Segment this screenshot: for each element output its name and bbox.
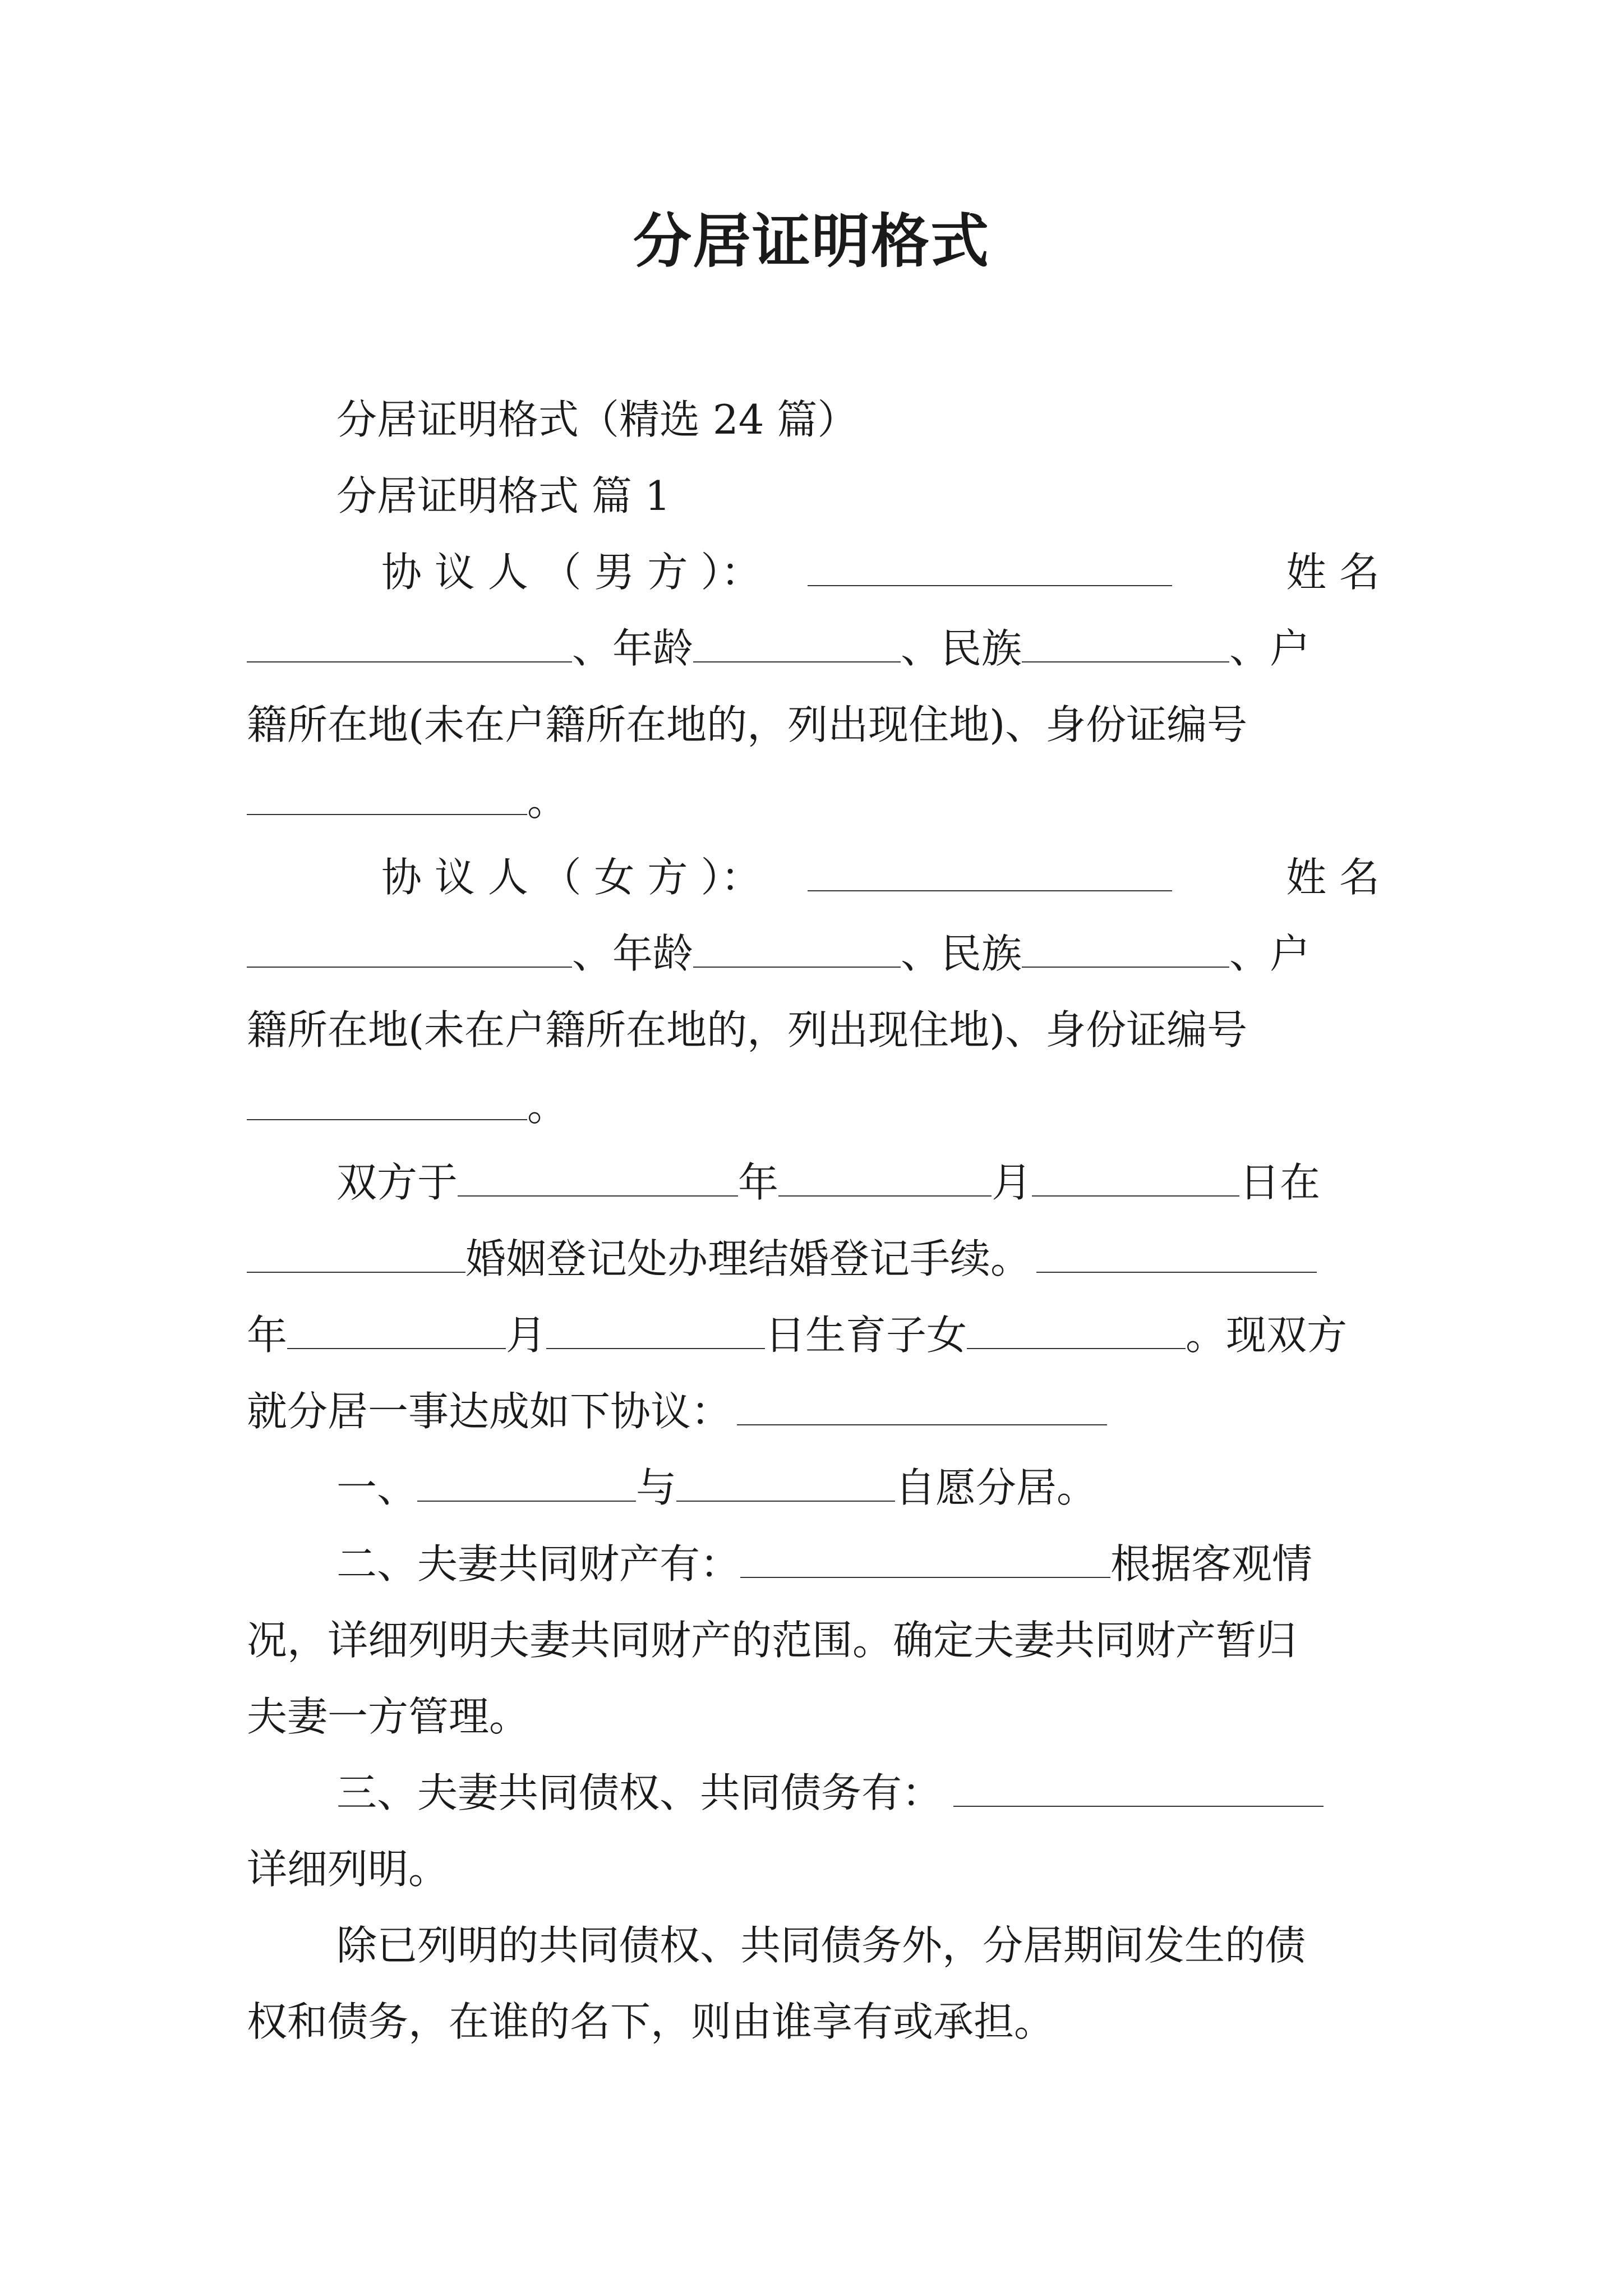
male-ethnicity-label: 、民族 xyxy=(901,625,1022,672)
birth-month-blank[interactable] xyxy=(287,1309,506,1349)
agreement-blank[interactable] xyxy=(737,1385,1107,1425)
male-party-blank[interactable] xyxy=(808,546,1172,586)
other-line-1: 除已列明的共同债权、共同债务外，分居期间发生的债 xyxy=(336,1922,1306,1969)
clause-2-line-1 xyxy=(247,1526,1380,1602)
male-id-line xyxy=(247,763,1380,839)
male-hukou-label: 、户 xyxy=(1229,625,1311,672)
clause-2-line-3: 夫妻一方管理。 xyxy=(247,1693,530,1740)
marriage-line-2 xyxy=(247,1221,1380,1297)
female-id-end: 。 xyxy=(527,1083,568,1130)
female-id-blank[interactable] xyxy=(247,1080,527,1120)
clause-3-debt-blank[interactable] xyxy=(953,1766,1324,1807)
clause-1 xyxy=(247,1450,1380,1526)
male-ethnicity-blank[interactable] xyxy=(1022,622,1229,662)
female-id-line xyxy=(247,1068,1380,1144)
female-residence-line: 籍所在地(未在户籍所在地的，列出现住地)、身份证编号 xyxy=(247,1006,1248,1053)
clause-2-prefix: 二、夫妻共同财产有： xyxy=(336,1540,741,1588)
document-body xyxy=(247,381,1380,2060)
female-party-line-1 xyxy=(247,839,1380,915)
registry-text: 婚姻登记处办理结婚登记手续。 xyxy=(465,1235,1031,1282)
birth-month-label: 月 xyxy=(506,1312,547,1359)
female-name-blank[interactable] xyxy=(247,927,572,968)
marriage-month-blank[interactable] xyxy=(778,1156,992,1197)
male-age-label: 、年龄 xyxy=(572,625,694,672)
female-ethnicity-blank[interactable] xyxy=(1022,927,1229,968)
marriage-month-label: 月 xyxy=(992,1159,1032,1206)
children-blank[interactable] xyxy=(967,1309,1186,1349)
registry-place-blank[interactable] xyxy=(247,1232,465,1273)
document-title: 分居证明格式 xyxy=(633,206,990,275)
clause-1-party-a-blank[interactable] xyxy=(417,1461,636,1502)
male-id-blank[interactable] xyxy=(247,775,527,815)
birth-born-label: 日生育子女 xyxy=(765,1312,967,1359)
clause-3-line-2: 详细列明。 xyxy=(247,1846,449,1893)
subtitle: 分居证明格式（精选 24 篇） xyxy=(336,396,858,443)
female-party-blank[interactable] xyxy=(808,851,1172,891)
marriage-day-at-label: 日在 xyxy=(1239,1159,1321,1206)
clause-3-line-1 xyxy=(247,1755,1380,1831)
marriage-both-on: 双方于 xyxy=(336,1159,458,1206)
marriage-now-label: 。现双方 xyxy=(1186,1312,1348,1359)
clause-2-tail: 根据客观情 xyxy=(1110,1540,1313,1588)
marriage-line-4 xyxy=(247,1373,1380,1450)
marriage-year-blank[interactable] xyxy=(458,1156,738,1197)
agreement-intro: 就分居一事达成如下协议： xyxy=(247,1388,732,1435)
clause-1-party-b-blank[interactable] xyxy=(676,1461,895,1502)
male-party-line-2 xyxy=(247,610,1380,687)
male-age-blank[interactable] xyxy=(693,622,901,662)
male-id-end: 。 xyxy=(527,777,568,825)
marriage-line-3 xyxy=(247,1297,1380,1373)
female-party-line-2 xyxy=(247,915,1380,992)
clause-2-line-2: 况，详细列明夫妻共同财产的范围。确定夫妻共同财产暂归 xyxy=(247,1617,1297,1664)
male-residence-line: 籍所在地(未在户籍所在地的，列出现住地)、身份证编号 xyxy=(247,701,1248,748)
clause-1-prefix: 一、 xyxy=(336,1464,418,1511)
male-name-blank[interactable] xyxy=(247,622,572,662)
female-name-label: 姓 名 xyxy=(1286,854,1380,901)
female-party-label: 协 议 人 （ 女 方 ）： xyxy=(381,854,762,901)
birth-day-blank[interactable] xyxy=(546,1309,765,1349)
clause-1-end: 自愿分居。 xyxy=(895,1464,1098,1511)
birth-year-label: 年 xyxy=(247,1312,288,1359)
birth-year-blank[interactable] xyxy=(1036,1232,1317,1273)
female-age-blank[interactable] xyxy=(693,927,901,968)
marriage-line-1 xyxy=(247,1144,1380,1221)
female-age-label: 、年龄 xyxy=(572,930,694,977)
female-ethnicity-label: 、民族 xyxy=(901,930,1022,977)
clause-2-property-blank[interactable] xyxy=(740,1538,1110,1578)
other-line-2: 权和债务，在谁的名下，则由谁享有或承担。 xyxy=(247,1998,1055,2045)
clause-1-with: 与 xyxy=(636,1464,677,1511)
marriage-day-blank[interactable] xyxy=(1032,1156,1239,1197)
clause-3-prefix: 三、夫妻共同债权、共同债务有： xyxy=(336,1769,943,1816)
male-party-label-text: 协 议 人 （ 男 方 ）： xyxy=(381,549,762,596)
male-party-line-1 xyxy=(247,534,1380,610)
female-hukou-label: 、户 xyxy=(1229,930,1311,977)
section-heading: 分居证明格式 篇 1 xyxy=(336,472,671,519)
male-name-label: 姓 名 xyxy=(1286,549,1380,596)
marriage-year-label: 年 xyxy=(738,1159,779,1206)
